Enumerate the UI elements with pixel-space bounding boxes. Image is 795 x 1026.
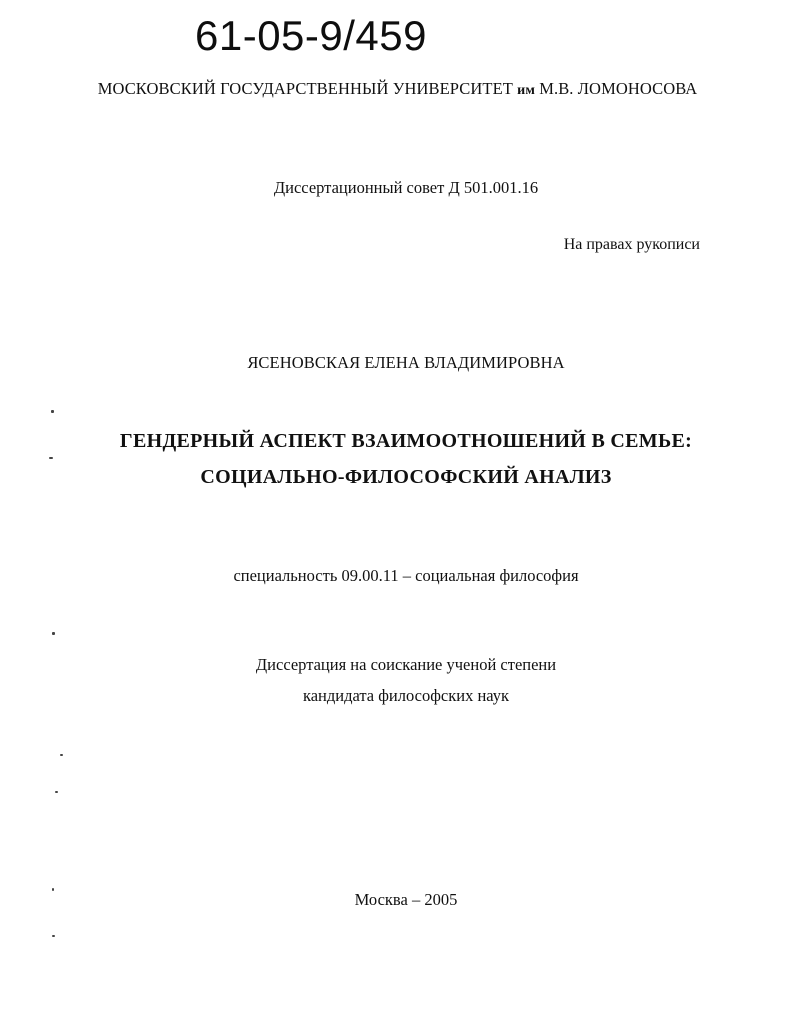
university-name-part2: М.В. ЛОМОНОСОВА	[534, 79, 698, 98]
scan-speck	[51, 410, 54, 413]
scan-speck	[49, 457, 53, 459]
dissertation-title-line2: СОЦИАЛЬНО-ФИЛОСОФСКИЙ АНАЛИЗ	[200, 466, 612, 488]
university-name	[0, 79, 795, 99]
scan-speck	[52, 935, 55, 937]
speciality: специальность 09.00.11 – социальная философия	[233, 566, 579, 585]
rights-note: На правах рукописи	[563, 236, 700, 253]
author-name: ЯСЕНОВСКАЯ ЕЛЕНА ВЛАДИМИРОВНА	[247, 353, 565, 372]
scan-speck	[52, 632, 55, 635]
dissertation-council: Диссертационный совет Д 501.001.16	[273, 178, 539, 197]
city-year: Москва – 2005	[354, 890, 458, 909]
scan-speck	[52, 888, 54, 891]
archive-stamp-number: 61-05-9/459	[195, 12, 428, 59]
degree-line2: кандидата философских наук	[302, 686, 510, 705]
scan-speck	[60, 754, 63, 756]
degree-line1: Диссертация на соискание ученой степени	[255, 655, 557, 674]
scan-speck	[55, 791, 58, 793]
university-name-part1: МОСКОВСКИЙ ГОСУДАРСТВЕННЫЙ УНИВЕРСИТЕТ	[97, 79, 518, 98]
university-name-im: им	[517, 83, 535, 98]
dissertation-title-line1: ГЕНДЕРНЫЙ АСПЕКТ ВЗАИМООТНОШЕНИЙ В СЕМЬЕ:	[119, 430, 693, 452]
